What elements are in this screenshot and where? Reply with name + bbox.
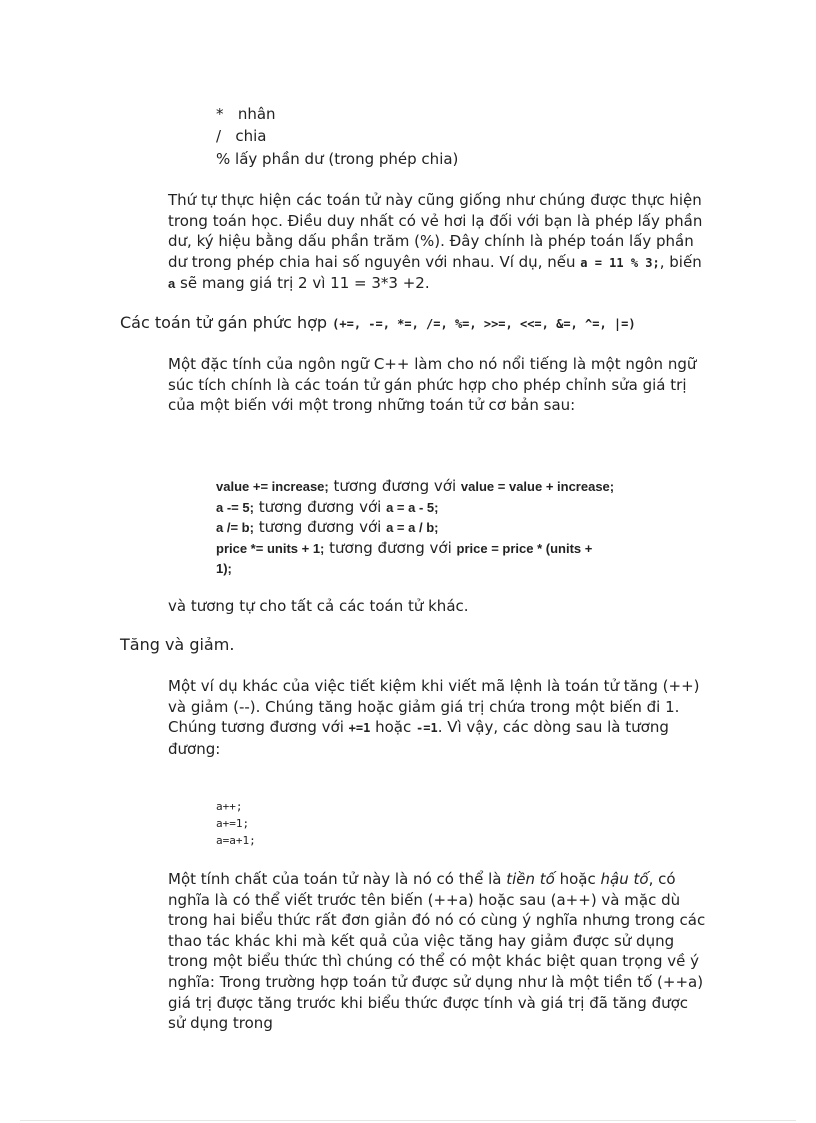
operator-description: nhân (237, 105, 276, 123)
paragraph-text: Một tính chất của toán tử này là nó có thể là (168, 870, 507, 888)
code-equivalence-row (216, 476, 614, 498)
heading-title: Các toán tử gán phức hợp (120, 313, 328, 332)
paragraph-similar: và tương tự cho tất cả các toán tử khác. (168, 597, 469, 615)
operator-symbol: / (216, 127, 222, 145)
equivalence-text: tương đương với (329, 539, 452, 557)
code-left: a -= 5; (216, 500, 254, 515)
code-left: price *= units + 1; (216, 541, 325, 556)
code-right: price = price * (units + (456, 541, 593, 556)
paragraph-increment (168, 676, 708, 759)
code-equivalence-row (216, 517, 438, 539)
code-equivalence-row (216, 558, 232, 580)
list-item-multiply (216, 104, 276, 125)
inline-code: -=1 (416, 721, 438, 736)
page-bottom-divider (20, 1120, 796, 1121)
equivalence-text: tương đương với (333, 477, 457, 495)
code-right: a = a - 5; (386, 500, 439, 515)
italic-term: hậu tố (600, 870, 649, 888)
paragraph-prefix-postfix (168, 869, 708, 1034)
paragraph-text: Thứ tự thực hiện các toán tử này cũng giống như chúng được thực hiện trong toán học. Điều duy nhất có vẻ hơi lạ đối với bạn là phép lấy phần dư, ký hiệu bằng dấu phần trăm (%). Đây chính là phép toán lấy phần dư trong phép chia hai số nguyên với nhau. Ví dụ, nếu (168, 191, 703, 271)
paragraph-text: hoặc (370, 718, 416, 737)
inline-code: ++a (433, 890, 468, 909)
inline-code: ++a (662, 972, 698, 991)
equivalence-text: tương đương với (258, 518, 382, 536)
paragraph-text: . Vì vậy, các dòng sau là tương đương: (168, 718, 669, 758)
code-line: a+=1; (216, 817, 250, 830)
inline-code: a++ (556, 890, 591, 909)
paragraph-text: , biến (659, 252, 702, 271)
paragraph-text: ) giá trị được tăng trước khi biểu thức được tính và giá trị đã tăng được sử dụng trong (168, 972, 704, 1033)
paragraph-text: Một ví dụ khác của việc tiết kiệm khi viết mã lệnh là toán tử tăng (++) và giảm (--). Chúng tăng hoặc giảm giá trị chứa trong một biến đi 1. Chúng tương đương với (168, 677, 700, 737)
code-left: value += increase; (216, 479, 329, 494)
paragraph-compound-assignment: Một đặc tính của ngôn ngữ C++ làm cho nó nổi tiếng là một ngôn ngữ súc tích chính là các toán tử gán phức hợp cho phép chỉnh sửa giá trị của một biến với một trong những toán tử cơ bản sau: (168, 355, 697, 415)
inline-code: +=1 (348, 721, 371, 736)
code-left: 1); (216, 561, 232, 576)
operator-symbol: * (216, 105, 224, 123)
paragraph-text: hoặc (554, 870, 601, 888)
equivalence-text: tương đương với (258, 498, 382, 516)
paragraph-text: ) và mặc dù trong hai biểu thức rất đơn giản đó nó có cùng ý nghĩa nhưng trong các thao tác khác khi mà kết quả của việc tăng hay giảm được sử dụng trong một biểu thức thì chúng có thể có một khác biệt quan trọng về ý nghĩa: Trong trường hợp toán tử được sử dụng như là một tiền tố ( (168, 890, 706, 991)
inline-code: a = 11 % 3; (580, 255, 660, 270)
operator-symbol: % (216, 150, 231, 168)
code-right: a = a / b; (386, 520, 439, 535)
list-item-modulo (216, 149, 458, 170)
paragraph-text: , có nghĩa là có thể viết trước tên biến ( (168, 870, 676, 909)
inline-code: a (168, 276, 176, 292)
code-right: value = value + increase; (460, 479, 615, 494)
section-heading-increment: Tăng và giảm. (120, 635, 235, 654)
italic-term: tiền tố (506, 870, 555, 888)
list-item-divide (216, 126, 267, 147)
paragraph-operator-precedence (168, 190, 708, 295)
code-equivalence-row (216, 497, 438, 519)
code-equivalence-row (216, 538, 592, 560)
operator-description: lấy phần dư (trong phép chia) (235, 150, 459, 168)
heading-operators: (+=, -=, *=, /=, %=, >>=, <<=, &=, ^=, |=) (332, 317, 636, 331)
section-heading-compound-assignment (120, 313, 636, 332)
code-line: a++; (216, 800, 243, 813)
operator-description: chia (235, 127, 267, 145)
paragraph-text: sẽ mang giá trị 2 vì 11 = 3*3 +2. (175, 274, 430, 293)
code-line: a=a+1; (216, 834, 256, 847)
paragraph-text: ) hoặc sau ( (467, 890, 557, 909)
code-left: a /= b; (216, 520, 254, 535)
